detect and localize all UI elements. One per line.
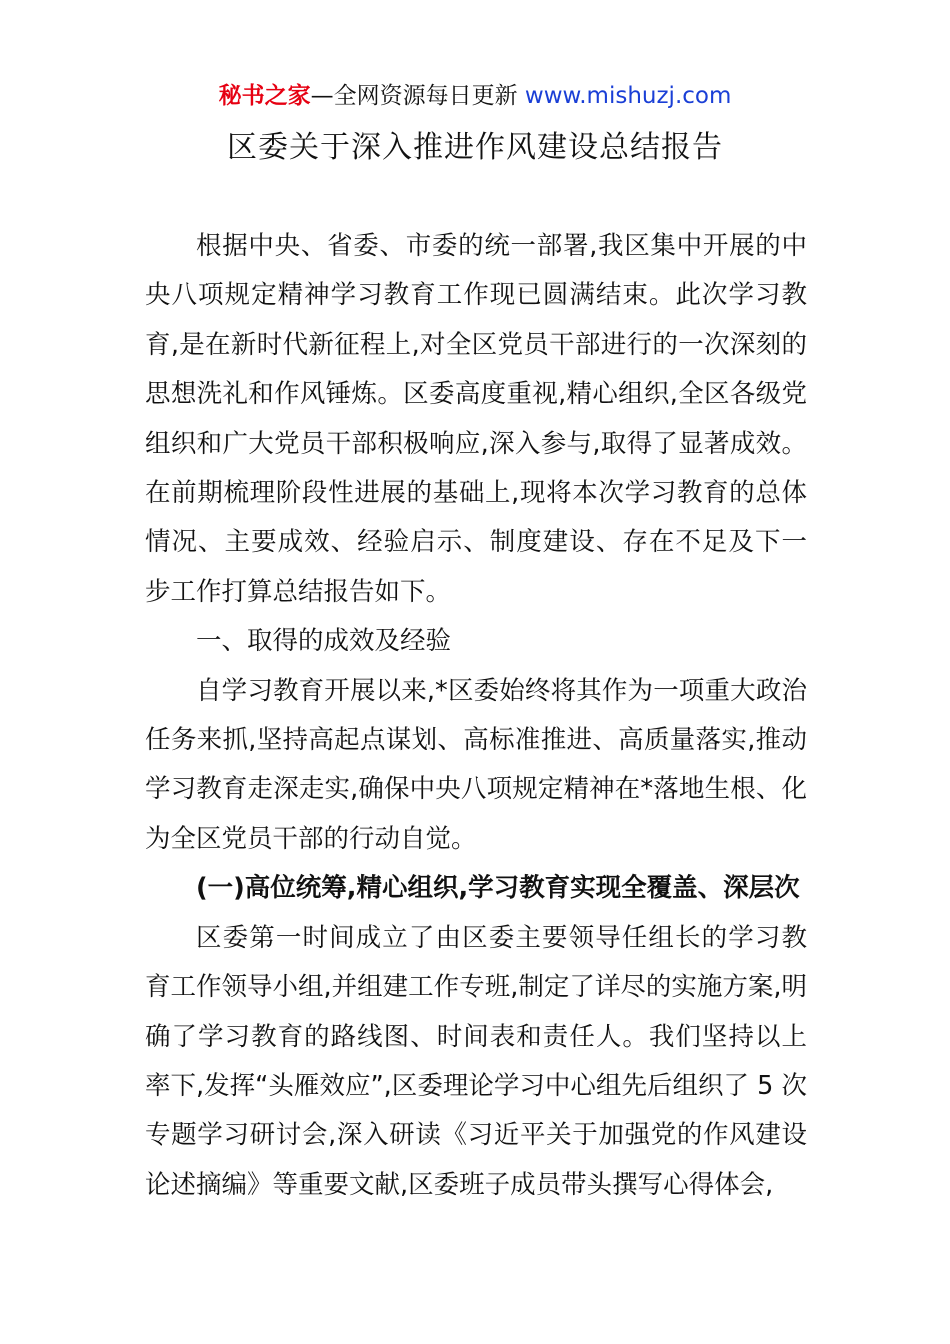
paragraph-section-1: 自学习教育开展以来,*区委始终将其作为一项重大政治任务来抓,坚持高起点谋划、高标准推进、高质量落实,推动学习教育走深走实,确保中央八项规定精神在*落地生根、化为全区党员干部的行动自觉。: [145, 675, 807, 854]
paragraph-subsection-1: 区委第一时间成立了由区委主要领导任组长的学习教育工作领导小组,并组建工作专班,制定了详尽的实施方案,明确了学习教育的路线图、时间表和责任人。我们坚持以上率下,发挥“头雁效应”,区委理论学习中心组先后组织了 5 次专题学习研讨会,深入研读《习近平关于加强党的作风建设论述摘编》等重要文献,区委班子成员带头撰写心得体会,: [145, 922, 807, 1200]
document-title: 区委关于深入推进作风建设总结报告: [227, 130, 723, 165]
site-brand: 秘书之家: [218, 83, 311, 109]
document-body: [145, 222, 807, 1210]
site-url-link[interactable]: www.mishuzj.com: [524, 83, 732, 109]
subsection-heading-1: (一)高位统筹,精心组织,学习教育实现全覆盖、深层次: [196, 873, 800, 904]
paragraph-intro: 根据中央、省委、市委的统一部署,我区集中开展的中央八项规定精神学习教育工作现已圆满结束。此次学习教育,是在新时代新征程上,对全区党员干部进行的一次深刻的思想洗礼和作风锤炼。区委高度重视,精心组织,全区各级党组织和广大党员干部积极响应,深入参与,取得了显著成效。在前期梳理阶段性进展的基础上,现将本次学习教育的总体情况、主要成效、经验启示、制度建设、存在不足及下一步工作打算总结报告如下。: [145, 231, 807, 607]
site-header: [0, 80, 950, 112]
site-slogan: —全网资源每日更新: [310, 83, 525, 109]
section-heading-1: 一、取得的成效及经验: [196, 626, 452, 657]
